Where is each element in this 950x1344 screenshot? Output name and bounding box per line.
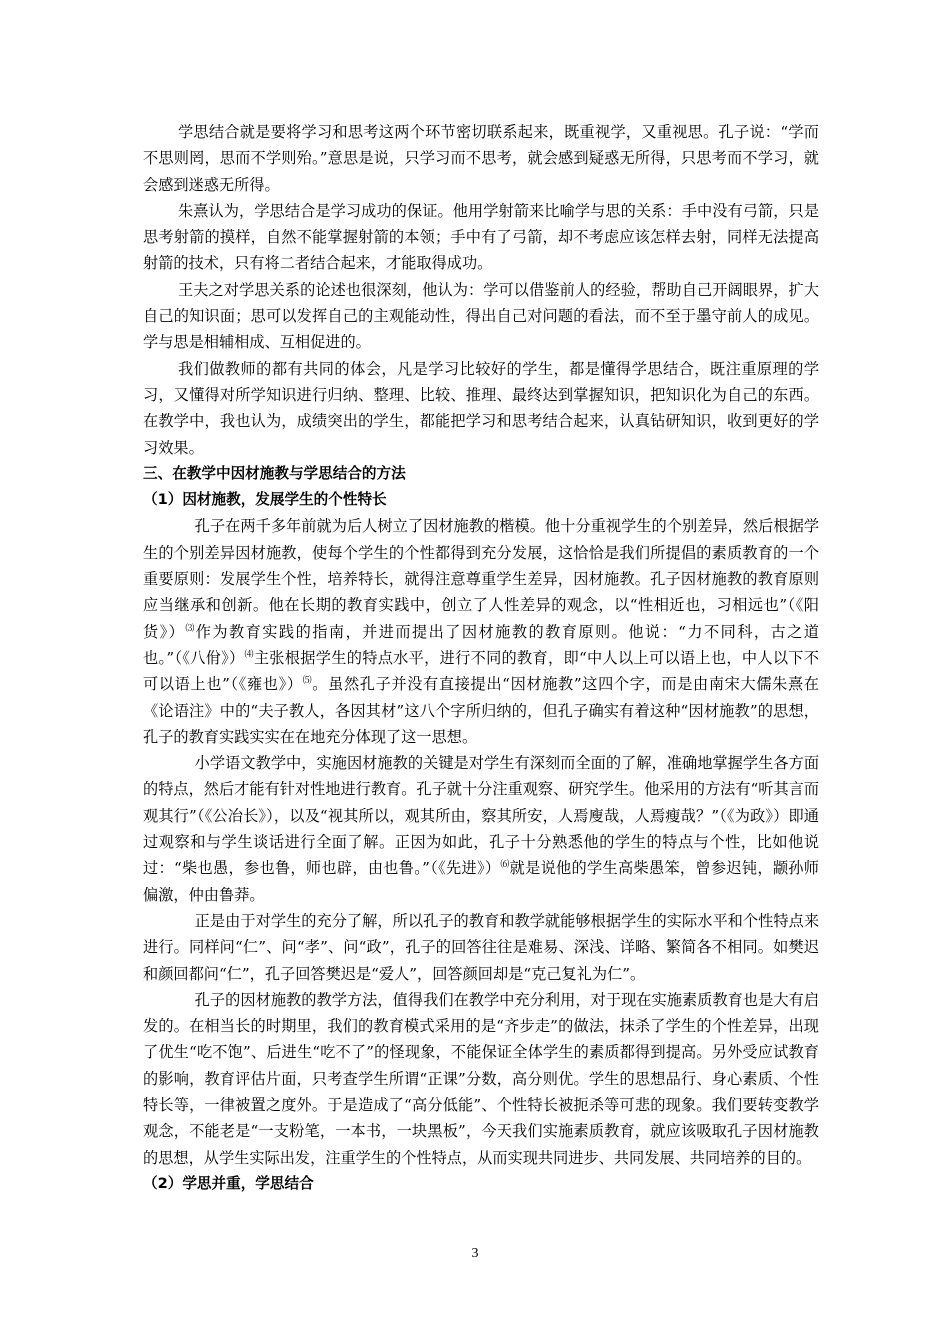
paragraph-wangfuzhi: 王夫之对学思关系的论述也很深刻，他认为：学可以借鉴前人的经验，帮助自己开阔眼界，扩大自己的知识面；思可以发挥自己的主观能动性，得出自己对问题的看法，而不至于墨守前人的成见。学与思是相辅相成、互相促进的。 <box>143 280 819 352</box>
paragraph-learning-thinking: 学思结合就是要将学习和思考这两个环节密切联系起来，既重视学，又重视思。孔子说：“学而不思则罔，思而不学则殆。”意思是说，只学习而不思考，就会感到疑惑无所得，只思考而不学习，就会感到迷惑无所得。 <box>143 123 819 194</box>
paragraph-primary-chinese <box>143 750 819 908</box>
paragraph-understanding-students: 正是由于对学生的充分了解，所以孔子的教育和教学就能够根据学生的实际水平和个性特点来进行。同样问“仁”、问“孝”、问“政”，孔子的回答往往是难易、深浅、详略、繁简各不相同。如樊迟和颜回都问“仁”，孔子回答樊迟是“爱人”，回答颜回却是“克己复礼为仁”。 <box>143 911 819 983</box>
paragraph-text: 主张根据学生的特点水平，进行不同的教育，即“中人以上可以语上也，中人以下不可以语上也”（《雍也》） <box>143 648 819 694</box>
footnote-marker: ⑹ <box>500 860 510 871</box>
paragraph-text: 孔子在两千多年前就为后人树立了因材施教的楷模。他十分重视学生的个别差异，然后根据学生的个别差异因材施教，使每个学生的个性都得到充分发展，这恰恰是我们所提倡的素质教育的一个重要原则：发展学生个性，培养特长，就得注意尊重学生差异，因材施教。孔子因材施教的教育原则应当继承和创新。他在长期的教育实践中，创立了人性差异的观念，以“性相近也，习相远也”（《阳货》） <box>143 517 819 641</box>
paragraph-text: 小学语文教学中，实施因材施教的关键是对学生有深刻而全面的了解，准确地掌握学生各方面的特点，然后才能有针对性地进行教育。孔子就十分注重观察、研究学生。他采用的方法有“听其言而观其行”（《公冶长》），以及“视其所以，观其所由，察其所安，人焉廋哉，人焉瘦哉？”（《为政》）即通过观察和与学生谈话进行全面了解。正因为如此，孔子十分熟悉他的学生的特点与个性，比如他说过：“柴也愚，参也鲁，师也辟，由也鲁。”（《先进》） <box>143 754 820 878</box>
paragraph-zhuxi: 朱熹认为，学思结合是学习成功的保证。他用学射箭来比喻学与思的关系：手中没有弓箭，只是思考射箭的摸样，自然不能掌握射箭的本领；手中有了弓箭，却不考虑应该怎样去射，同样无法提高射箭的技术，只有将二者结合起来，才能取得成功。 <box>143 201 819 273</box>
subsection-heading-2: （2）学思并重，学思结合 <box>143 1174 314 1192</box>
footnote-marker: ⑷ <box>244 649 254 660</box>
footnote-marker: ⑸ <box>302 676 313 687</box>
paragraph-quality-education: 孔子的因材施教的教学方法，值得我们在教学中充分利用，对于现在实施素质教育也是大有启发的。在相当长的时期里，我们的教育模式采用的是“齐步走”的做法，抹杀了学生的个性差异，出现了优生“吃不饱”、后进生“吃不了”的怪现象，不能保证全体学生的素质都得到提高。另外受应试教育的影响，教育评估片面，只考查学生所谓“正课”分数，高分则优。学生的思想品行、身心素质、个性特长等，一律被置之度外。于是造成了“高分低能”、个性特长被扼杀等可悲的现象。我们要转变教学观念，不能老是“一支粉笔，一本书，一块黑板”，今天我们实施素质教育，就应该吸取孔子因材施教的思想，从学生实际出发，注重学生的个性特点，从而实现共同进步、共同发展、共同培养的目的。 <box>143 990 819 1167</box>
document-body <box>143 119 819 1197</box>
footnote-marker: ⑶ <box>185 623 196 634</box>
paragraph-text: 。虽然孔子并没有直接提出“因材施教”这四个字，而是由南宋大儒朱熹在《论语注》中的“夫子教人，各因其材”这八个字所归纳的，但孔子确实有着这种“因材施教”的思想，孔子的教育实践实实在在地充分体现了这一思想。 <box>143 675 819 746</box>
page-number: 3 <box>471 1246 479 1261</box>
paragraph-confucius-teaching <box>143 513 819 750</box>
paragraph-text: 作为教育实践的指南，并进而提出了因材施教的教育原则。他说：“力不同科，古之道也。”（《八佾》） <box>143 622 819 667</box>
subsection-heading-1: （1）因材施教，发展学生的个性特长 <box>143 491 387 509</box>
paragraph-teacher-experience: 我们做教师的都有共同的体会，凡是学习比较好的学生，都是懂得学思结合，既注重原理的学习，又懂得对所学知识进行归纳、整理、比较、推理、最终达到掌握知识，把知识化为自己的东西。在教学中，我也认为，成绩突出的学生，都能把学习和思考结合起来，认真钻研知识，收到更好的学习效果。 <box>143 359 819 457</box>
paragraph-text: 就是说他的学生高柴愚笨，曾参迟钝，颛孙师偏激，仲由鲁莽。 <box>143 859 819 904</box>
section-heading: 三、在教学中因材施教与学思结合的方法 <box>143 464 406 482</box>
